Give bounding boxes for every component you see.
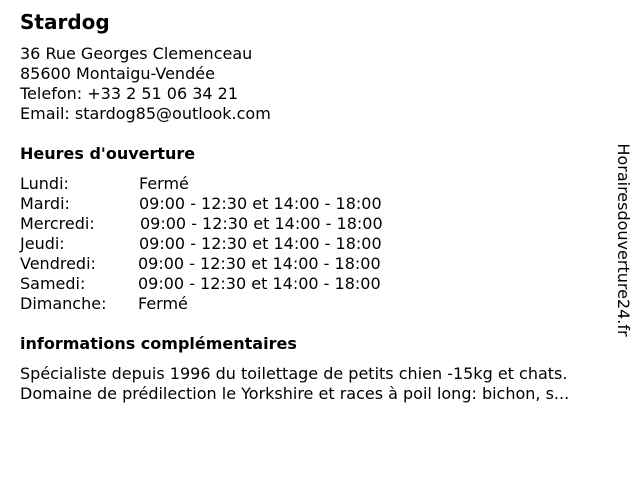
business-name: Stardog: [20, 10, 110, 34]
contact-block: [20, 44, 271, 124]
hours-time-value: Fermé: [139, 174, 189, 193]
site-watermark: Horairesdouverture24.fr: [614, 143, 633, 337]
hours-day-label: Jeudi:: [20, 234, 65, 253]
hours-day-label: Vendredi:: [20, 254, 96, 273]
hours-time-value: 09:00 - 12:30 et 14:00 - 18:00: [139, 234, 382, 253]
hours-time-value: 09:00 - 12:30 et 14:00 - 18:00: [138, 254, 381, 273]
hours-time-value: 09:00 - 12:30 et 14:00 - 18:00: [140, 214, 383, 233]
hours-day-label: Mercredi:: [20, 214, 95, 233]
email-address: Email: stardog85@outlook.com: [20, 104, 271, 123]
hours-time-value: Fermé: [138, 294, 188, 313]
hours-day-label: Lundi:: [20, 174, 69, 193]
hours-time-value: 09:00 - 12:30 et 14:00 - 18:00: [139, 194, 382, 213]
additional-info-heading: informations complémentaires: [20, 334, 297, 353]
hours-day-label: Mardi:: [20, 194, 70, 213]
address-street: 36 Rue Georges Clemenceau: [20, 44, 253, 63]
phone-number: Telefon: +33 2 51 06 34 21: [20, 84, 239, 103]
opening-hours-heading: Heures d'ouverture: [20, 144, 196, 163]
hours-day-label: Samedi:: [20, 274, 86, 293]
info-line: Spécialiste depuis 1996 du toilettage de petits chien -15kg et chats.: [20, 364, 568, 383]
additional-info-text: [20, 364, 569, 404]
info-line: Domaine de prédilection le Yorkshire et races à poil long: bichon, s...: [20, 384, 570, 403]
hours-time-value: 09:00 - 12:30 et 14:00 - 18:00: [138, 274, 381, 293]
address-city: 85600 Montaigu-Vendée: [20, 64, 215, 83]
hours-day-label: Dimanche:: [20, 294, 107, 313]
